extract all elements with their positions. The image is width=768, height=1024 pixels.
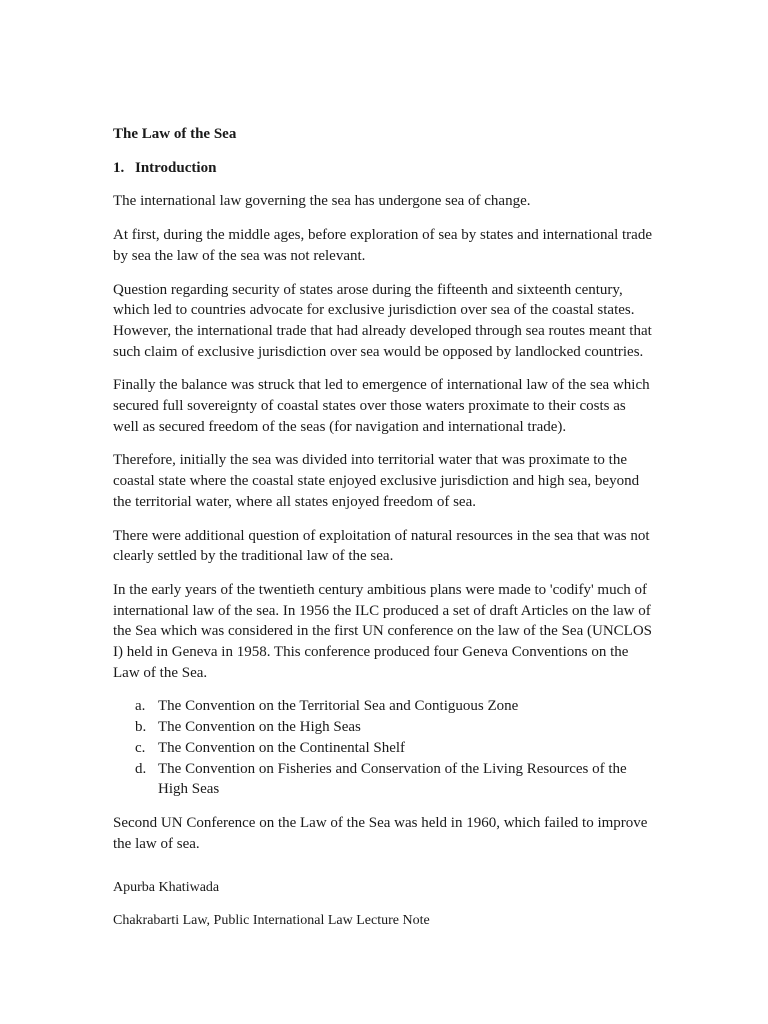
paragraph: Finally the balance was struck that led to emergence of international law of the sea which secured full sovereignty of coastal states over those waters proximate to their costs as well as secured freedom of the seas (for navigation and international trade). bbox=[113, 377, 650, 435]
list-item bbox=[135, 759, 653, 800]
list-marker: b. bbox=[135, 719, 147, 736]
paragraph: Therefore, initially the sea was divided into territorial water that was proximate to the coastal state where the coastal state enjoyed exclusive jurisdiction and high sea, beyond the territorial water, where all states enjoyed freedom of sea. bbox=[113, 452, 640, 510]
list-item-text: The Convention on the High Seas bbox=[158, 719, 361, 736]
source-note: Chakrabarti Law, Public International Law Lecture Note bbox=[113, 913, 430, 929]
list-item bbox=[135, 696, 653, 717]
conventions-list bbox=[113, 696, 653, 800]
list-item-text: The Convention on Fisheries and Conservation of the Living Resources of the High Seas bbox=[158, 760, 627, 798]
document-title: The Law of the Sea bbox=[113, 126, 237, 142]
list-item-text: The Convention on the Continental Shelf bbox=[158, 739, 406, 756]
document-page bbox=[113, 124, 653, 932]
list-marker: a. bbox=[135, 698, 146, 715]
section-heading bbox=[113, 158, 653, 179]
paragraph: At first, during the middle ages, before exploration of sea by states and international trade by sea the law of the sea was not relevant. bbox=[113, 227, 652, 264]
paragraph: In the early years of the twentieth century ambitious plans were made to 'codify' much of international law of the sea. In 1956 the ILC produced a set of draft Articles on the law of the Sea which was considered in the first UN conference on the law of the Sea (UNCLOS I) held in Geneva in 1958. This conference produced four Geneva Conventions on the Law of the Sea. bbox=[113, 581, 653, 681]
paragraph: Question regarding security of states arose during the fifteenth and sixteenth century, which led to countries advocate for exclusive jurisdiction over sea of the coastal states. However, the international trade that had already developed through sea routes meant that such claim of exclusive jurisdiction over sea would be opposed by landlocked countries. bbox=[113, 281, 652, 360]
paragraph: The international law governing the sea has undergone sea of change. bbox=[113, 193, 531, 210]
closing-paragraph: Second UN Conference on the Law of the Sea was held in 1960, which failed to improve the law of sea. bbox=[113, 814, 648, 852]
list-item bbox=[135, 738, 653, 759]
list-marker: c. bbox=[135, 739, 146, 756]
section-title: Introduction bbox=[135, 159, 217, 176]
author-name: Apurba Khatiwada bbox=[113, 880, 220, 896]
list-item bbox=[135, 717, 653, 738]
paragraph: There were additional question of exploitation of natural resources in the sea that was not clearly settled by the traditional law of the sea. bbox=[113, 527, 650, 565]
list-marker: d. bbox=[135, 760, 147, 777]
list-item-text: The Convention on the Territorial Sea and Contiguous Zone bbox=[158, 698, 519, 715]
section-number: 1. bbox=[113, 159, 125, 176]
